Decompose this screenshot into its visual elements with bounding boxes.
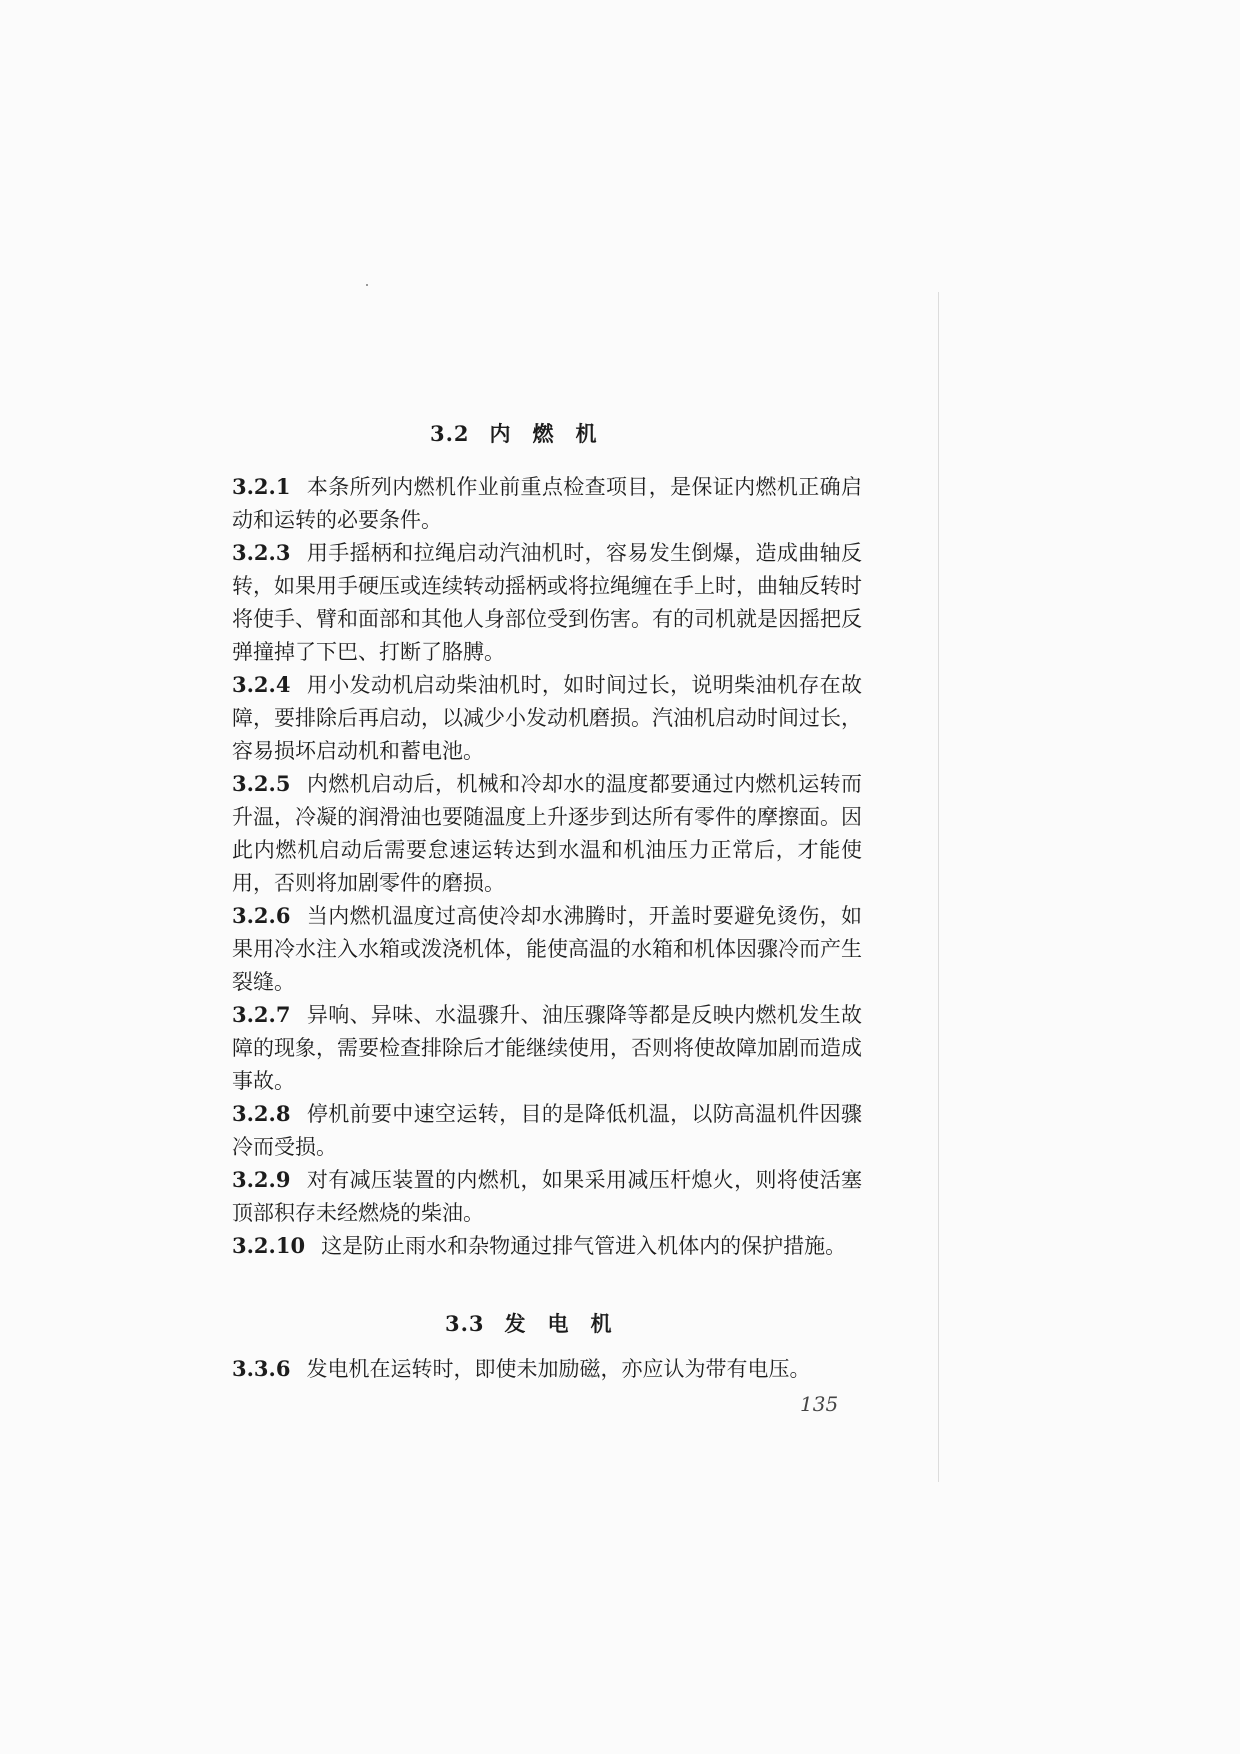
clause-number: 3.2.6 — [232, 903, 291, 928]
clause-3-2-8 — [232, 1097, 862, 1164]
clause-number: 3.2.1 — [232, 474, 291, 499]
clause-3-2-5 — [232, 767, 862, 900]
clause-3-2-6 — [232, 899, 862, 999]
clause-number: 3.2.7 — [232, 1002, 291, 1027]
clause-text: 内燃机启动后，机械和冷却水的温度都要通过内燃机运转而升温，冷凝的润滑油也要随温度上升逐步到达所有零件的摩擦面。因此内燃机启动后需要怠速运转达到水温和机油压力正常后，才能使用，否则将加剧零件的磨损。 — [232, 772, 862, 895]
section-title: 内燃机 — [489, 421, 619, 446]
clause-number: 3.2.9 — [232, 1167, 291, 1192]
clause-number: 3.2.8 — [232, 1101, 291, 1126]
section-heading-3-3 — [445, 1308, 634, 1338]
section-number: 3.2 — [430, 421, 470, 446]
section-heading-3-2 — [430, 418, 619, 448]
clause-3-2-7 — [232, 998, 862, 1098]
clause-text: 用小发动机启动柴油机时，如时间过长，说明柴油机存在故障，要排除后再启动，以减少小发动机磨损。汽油机启动时间过长，容易损坏启动机和蓄电池。 — [232, 673, 862, 763]
clause-number: 3.2.10 — [232, 1233, 306, 1258]
section-number: 3.3 — [445, 1311, 485, 1336]
clause-3-2-10 — [232, 1229, 862, 1263]
clause-text: 对有减压装置的内燃机，如果采用减压杆熄火，则将使活塞顶部积存未经燃烧的柴油。 — [232, 1168, 862, 1225]
clause-text: 用手摇柄和拉绳启动汽油机时，容易发生倒爆，造成曲轴反转，如果用手硬压或连续转动摇柄或将拉绳缠在手上时，曲轴反转时将使手、臂和面部和其他人身部位受到伤害。有的司机就是因摇把反弹撞掉了下巴、打断了胳膊。 — [232, 541, 862, 664]
section-title: 发电机 — [504, 1311, 634, 1336]
clause-text: 发电机在运转时，即使未加励磁，亦应认为带有电压。 — [306, 1357, 811, 1381]
clause-3-2-9 — [232, 1163, 862, 1230]
clause-number: 3.2.3 — [232, 540, 291, 565]
clause-text: 异响、异味、水温骤升、油压骤降等都是反映内燃机发生故障的现象，需要检查排除后才能继续使用，否则将使故障加剧而造成事故。 — [232, 1003, 862, 1093]
page-fold-line — [938, 292, 939, 1482]
scan-speck — [366, 284, 368, 286]
clause-3-2-4 — [232, 668, 862, 768]
clause-text: 这是防止雨水和杂物通过排气管进入机体内的保护措施。 — [321, 1234, 847, 1258]
clause-number: 3.3.6 — [232, 1356, 291, 1381]
clause-3-2-3 — [232, 536, 862, 669]
clause-text: 停机前要中速空运转，目的是降低机温，以防高温机件因骤冷而受损。 — [232, 1102, 862, 1159]
clause-3-2-1 — [232, 470, 862, 537]
clause-3-3-6 — [232, 1352, 882, 1386]
clause-number: 3.2.4 — [232, 672, 291, 697]
clause-text: 当内燃机温度过高使冷却水沸腾时，开盖时要避免烫伤，如果用冷水注入水箱或泼浇机体，能使高温的水箱和机体因骤冷而产生裂缝。 — [232, 904, 862, 994]
page-number: 135 — [800, 1392, 839, 1416]
clause-text: 本条所列内燃机作业前重点检查项目，是保证内燃机正确启动和运转的必要条件。 — [232, 475, 862, 532]
clause-number: 3.2.5 — [232, 771, 291, 796]
